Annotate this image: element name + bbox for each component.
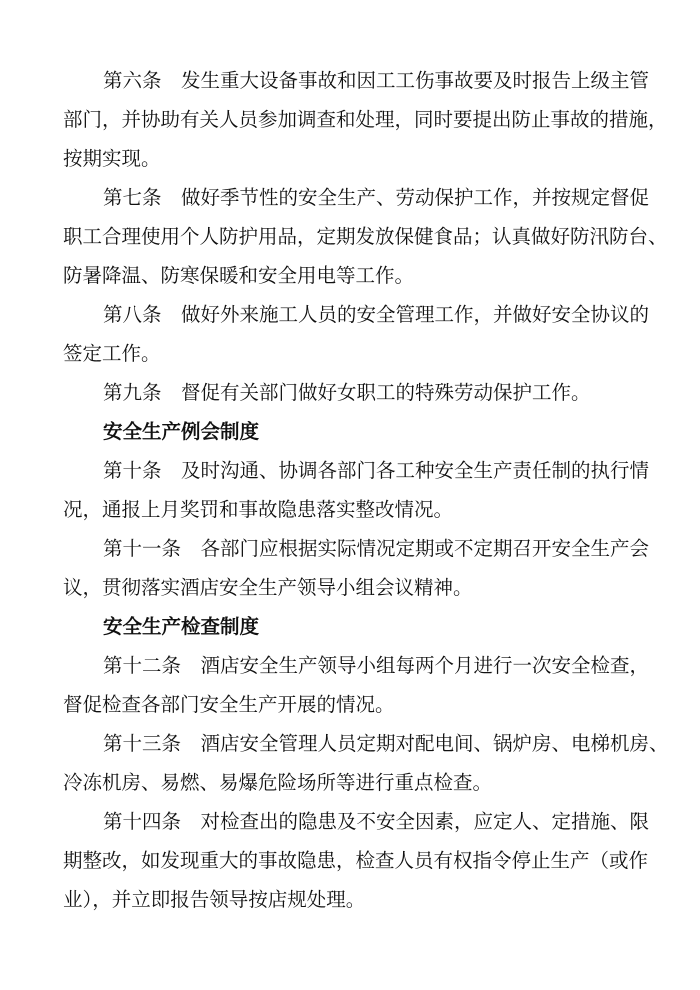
article-14-line-2: 期整改，如发现重大的事故隐患，检查人员有权指令停止生产（或作 [63, 849, 649, 872]
article-11-line-2: 议，贯彻落实酒店安全生产领导小组会议精神。 [63, 576, 473, 599]
article-13-line-2: 冷冻机房、易燃、易爆危险场所等进行重点检查。 [63, 771, 493, 794]
article-7-line-1: 第七条 做好季节性的安全生产、劳动保护工作，并按规定督促 [103, 186, 650, 209]
article-11-line-1: 第十一条 各部门应根据实际情况定期或不定期召开安全生产会 [103, 537, 650, 560]
article-6-line-2: 部门，并协助有关人员参加调查和处理，同时要提出防止事故的措施， [63, 108, 668, 131]
article-14-line-1: 第十四条 对检查出的隐患及不安全因素，应定人、定措施、限 [103, 810, 650, 833]
article-6-line-1: 第六条 发生重大设备事故和因工工伤事故要及时报告上级主管 [103, 69, 650, 92]
section-heading-meeting-system: 安全生产例会制度 [103, 420, 260, 443]
article-7-line-3: 防暑降温、防寒保暖和安全用电等工作。 [63, 264, 415, 287]
article-13-line-1: 第十三条 酒店安全管理人员定期对配电间、锅炉房、电梯机房、 [103, 732, 669, 755]
article-12-line-1: 第十二条 酒店安全生产领导小组每两个月进行一次安全检查， [103, 654, 650, 677]
article-9-line-1: 第九条 督促有关部门做好女职工的特殊劳动保护工作。 [103, 381, 591, 404]
article-10-line-2: 况，通报上月奖罚和事故隐患落实整改情况。 [63, 498, 454, 521]
article-7-line-2: 职工合理使用个人防护用品，定期发放保健食品；认真做好防汛防台、 [63, 225, 668, 248]
section-heading-inspection-system: 安全生产检查制度 [103, 615, 260, 638]
article-14-line-3: 业），并立即报告领导按店规处理。 [63, 888, 366, 911]
article-12-line-2: 督促检查各部门安全生产开展的情况。 [63, 693, 395, 716]
article-6-line-3: 按期实现。 [63, 147, 161, 170]
article-10-line-1: 第十条 及时沟通、协调各部门各工种安全生产责任制的执行情 [103, 459, 650, 482]
article-8-line-1: 第八条 做好外来施工人员的安全管理工作，并做好安全协议的 [103, 303, 650, 326]
article-8-line-2: 签定工作。 [63, 342, 161, 365]
